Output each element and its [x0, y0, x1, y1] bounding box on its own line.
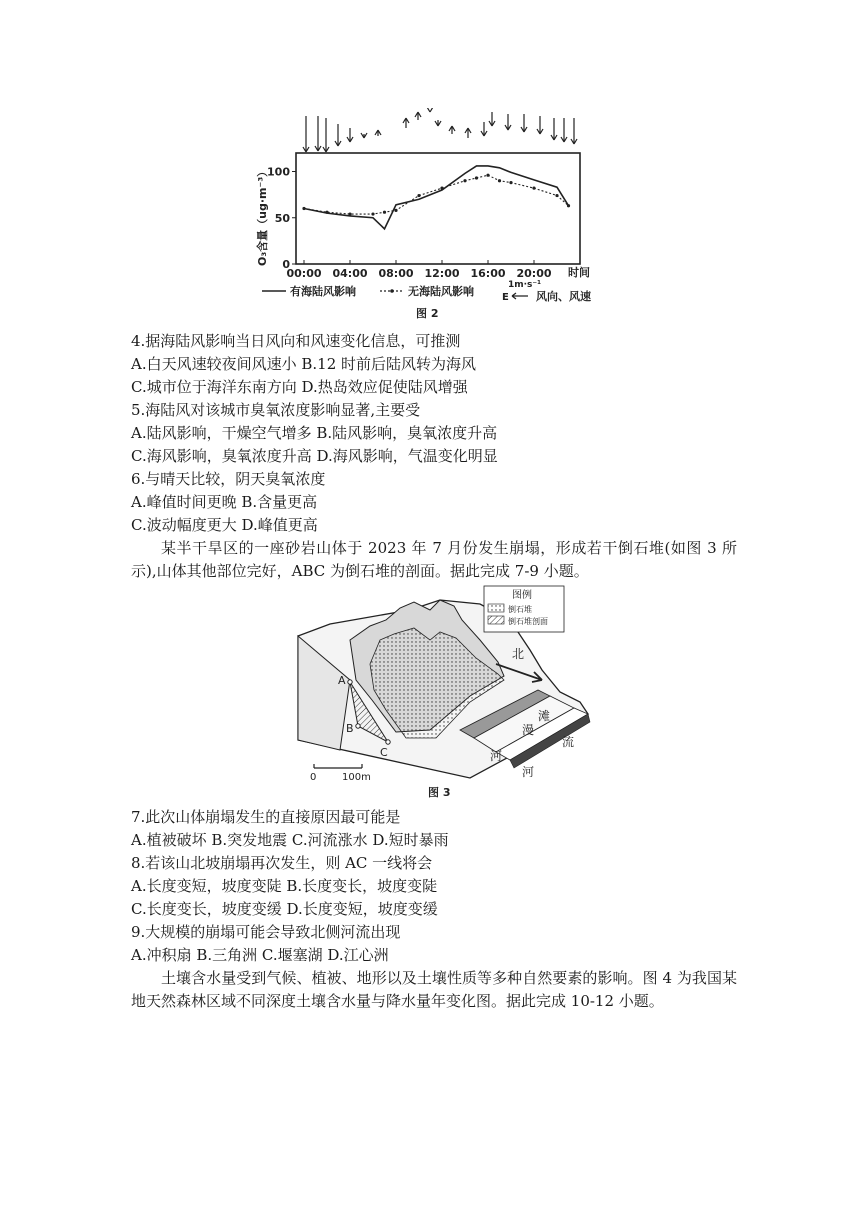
- q6-options-1: A.峰值时间更晚 B.含量更高: [131, 493, 318, 511]
- q4-options-2: C.城市位于海洋东南方向 D.热岛效应促使陆风增强: [131, 378, 468, 396]
- legend-swatch-talus: [488, 604, 504, 612]
- wind-arrow-icon: [481, 122, 487, 136]
- plot-frame: [296, 153, 580, 264]
- label-man: 漫: [522, 723, 535, 737]
- q4-options-1: A.白天风速较夜间风速小 B.12 时前后陆风转为海风: [131, 355, 477, 373]
- label-he-1: 河: [490, 749, 503, 763]
- series-point: [383, 211, 386, 214]
- wind-arrow-icon: [375, 130, 381, 136]
- series-with-sea-land-breeze: [304, 166, 569, 229]
- q5-options-1: A.陆风影响，干燥空气增多 B.陆风影响，臭氧浓度升高: [131, 424, 498, 442]
- y-tick-label: 100: [267, 165, 290, 179]
- wind-arrow-icon: [403, 118, 409, 128]
- wind-arrow-icon: [335, 124, 341, 146]
- legend-wind-arrow-icon: [512, 293, 528, 299]
- y-tick-label: 50: [274, 211, 290, 225]
- point-c: [386, 740, 390, 744]
- series-layer: [302, 166, 570, 229]
- q8-options-2: C.长度变长，坡度变缓 D.长度变短，坡度变缓: [131, 900, 438, 918]
- wind-arrow-icon: [537, 116, 543, 134]
- wind-arrow-icon: [415, 112, 421, 120]
- label-c: C: [380, 746, 388, 759]
- north-label: 北: [512, 647, 525, 661]
- label-a: A: [338, 674, 346, 687]
- wind-arrow-icon: [489, 112, 495, 126]
- wind-arrow-icon: [571, 118, 577, 144]
- q9-options-1: A.冲积扇 B.三角洲 C.堰塞湖 D.江心洲: [131, 946, 389, 964]
- y-axis-ticks: [267, 166, 296, 272]
- point-b: [356, 724, 360, 728]
- y-tick-label: 0: [282, 258, 290, 271]
- legend-item-talus: 倒石堆: [508, 605, 532, 614]
- wind-arrows: [303, 108, 577, 152]
- series-point: [463, 179, 466, 182]
- q6-options-2: C.波动幅度更大 D.峰值更高: [131, 516, 318, 534]
- wind-arrow-icon: [561, 118, 567, 142]
- series-point: [394, 209, 397, 212]
- wind-arrow-icon: [465, 128, 471, 138]
- x-tick-label: 08:00: [378, 267, 414, 280]
- passage-10-12: 土壤含水量受到气候、植被、地形以及土壤性质等多种自然要素的影响。图 4 为我国某地天然森林区域不同深度土壤含水量与降水量年变化图。据此完成 10-12 小题。: [131, 969, 737, 1010]
- q6-stem: 6.与晴天比较，阴天臭氧浓度: [131, 470, 326, 488]
- figure-3-caption: 图 3: [428, 786, 451, 799]
- legend-item-profile: 倒石堆剖面: [508, 617, 548, 626]
- wind-arrow-icon: [361, 133, 367, 138]
- x-axis-label: 时间: [568, 266, 590, 279]
- wind-arrow-icon: [315, 116, 321, 151]
- series-point: [509, 181, 512, 184]
- x-tick-label: 04:00: [332, 267, 368, 280]
- q9-stem: 9.大规模的崩塌可能会导致北侧河流出现: [131, 923, 401, 941]
- point-a: [348, 680, 352, 684]
- series-point: [498, 179, 501, 182]
- q5-stem: 5.海陆风对该城市臭氧浓度影响显著,主要受: [131, 401, 421, 419]
- series-point: [302, 207, 305, 210]
- scale-zero: 0: [310, 772, 317, 783]
- x-axis-ticks: [286, 260, 551, 280]
- passage-7-9: 某半干旱区的一座砂岩山体于 2023 年 7 月份发生崩塌，形成若干倒石堆(如图 3 所示),山体其他部位完好，ABC 为倒石堆的剖面。据此完成 7-9 小题。: [131, 539, 737, 580]
- figure-2-caption: 图 2: [416, 307, 439, 320]
- series-point: [440, 187, 443, 190]
- series-point: [567, 204, 570, 207]
- wind-arrow-icon: [449, 126, 455, 134]
- y-axis-label: O₃含量（ug·m⁻³）: [256, 165, 269, 266]
- q7-stem: 7.此次山体崩塌发生的直接原因最可能是: [131, 808, 401, 826]
- label-liu: 流: [562, 735, 575, 749]
- legend-wind-dir: E: [502, 292, 509, 303]
- wind-arrow-icon: [347, 128, 353, 142]
- legend-without-label: 无海陆风影响: [408, 285, 474, 298]
- q4-stem: 4.据海陆风影响当日风向和风速变化信息，可推测: [131, 332, 461, 350]
- series-point: [325, 211, 328, 214]
- figure-3-diagram: [290, 580, 600, 802]
- legend-wind-label: 风向、风速: [536, 290, 591, 303]
- label-b: B: [346, 722, 354, 735]
- series-point: [475, 176, 478, 179]
- wind-arrow-icon: [323, 118, 329, 152]
- q5-options-2: C.海风影响，臭氧浓度升高 D.海风影响，气温变化明显: [131, 447, 498, 465]
- legend-with-label: 有海陆风影响: [290, 285, 356, 298]
- q7-options-1: A.植被破坏 B.突发地震 C.河流涨水 D.短时暴雨: [131, 831, 449, 849]
- wind-arrow-icon: [551, 118, 557, 140]
- series-point: [348, 212, 351, 215]
- legend-wind-scale: 1m·s⁻¹: [508, 280, 542, 290]
- series-point: [371, 212, 374, 215]
- x-tick-label: 12:00: [424, 267, 460, 280]
- wind-arrow-icon: [505, 114, 511, 130]
- q8-stem: 8.若该山北坡崩塌再次发生，则 AC 一线将会: [131, 854, 433, 872]
- q8-options-1: A.长度变短，坡度变陡 B.长度变长，坡度变陡: [131, 877, 438, 895]
- legend-title: 图例: [512, 590, 532, 601]
- label-he-2: 河: [522, 765, 535, 779]
- series-without-sea-land-breeze: [304, 175, 569, 214]
- wind-arrow-icon: [435, 120, 441, 126]
- x-tick-label: 16:00: [470, 267, 506, 280]
- series-point: [486, 174, 489, 177]
- label-tan: 滩: [538, 709, 551, 723]
- scale-distance: 100m: [342, 772, 371, 783]
- x-tick-label: 00:00: [286, 267, 322, 280]
- wind-arrow-icon: [521, 114, 527, 132]
- legend-swatch-profile: [488, 616, 504, 624]
- legend-dot-marker: [390, 289, 394, 293]
- x-tick-label: 20:00: [516, 267, 552, 280]
- wind-arrow-icon: [303, 116, 309, 152]
- series-point: [555, 194, 558, 197]
- series-point: [417, 194, 420, 197]
- wind-arrow-icon: [427, 108, 433, 112]
- series-point: [532, 187, 535, 190]
- figure-2-chart: [240, 108, 620, 324]
